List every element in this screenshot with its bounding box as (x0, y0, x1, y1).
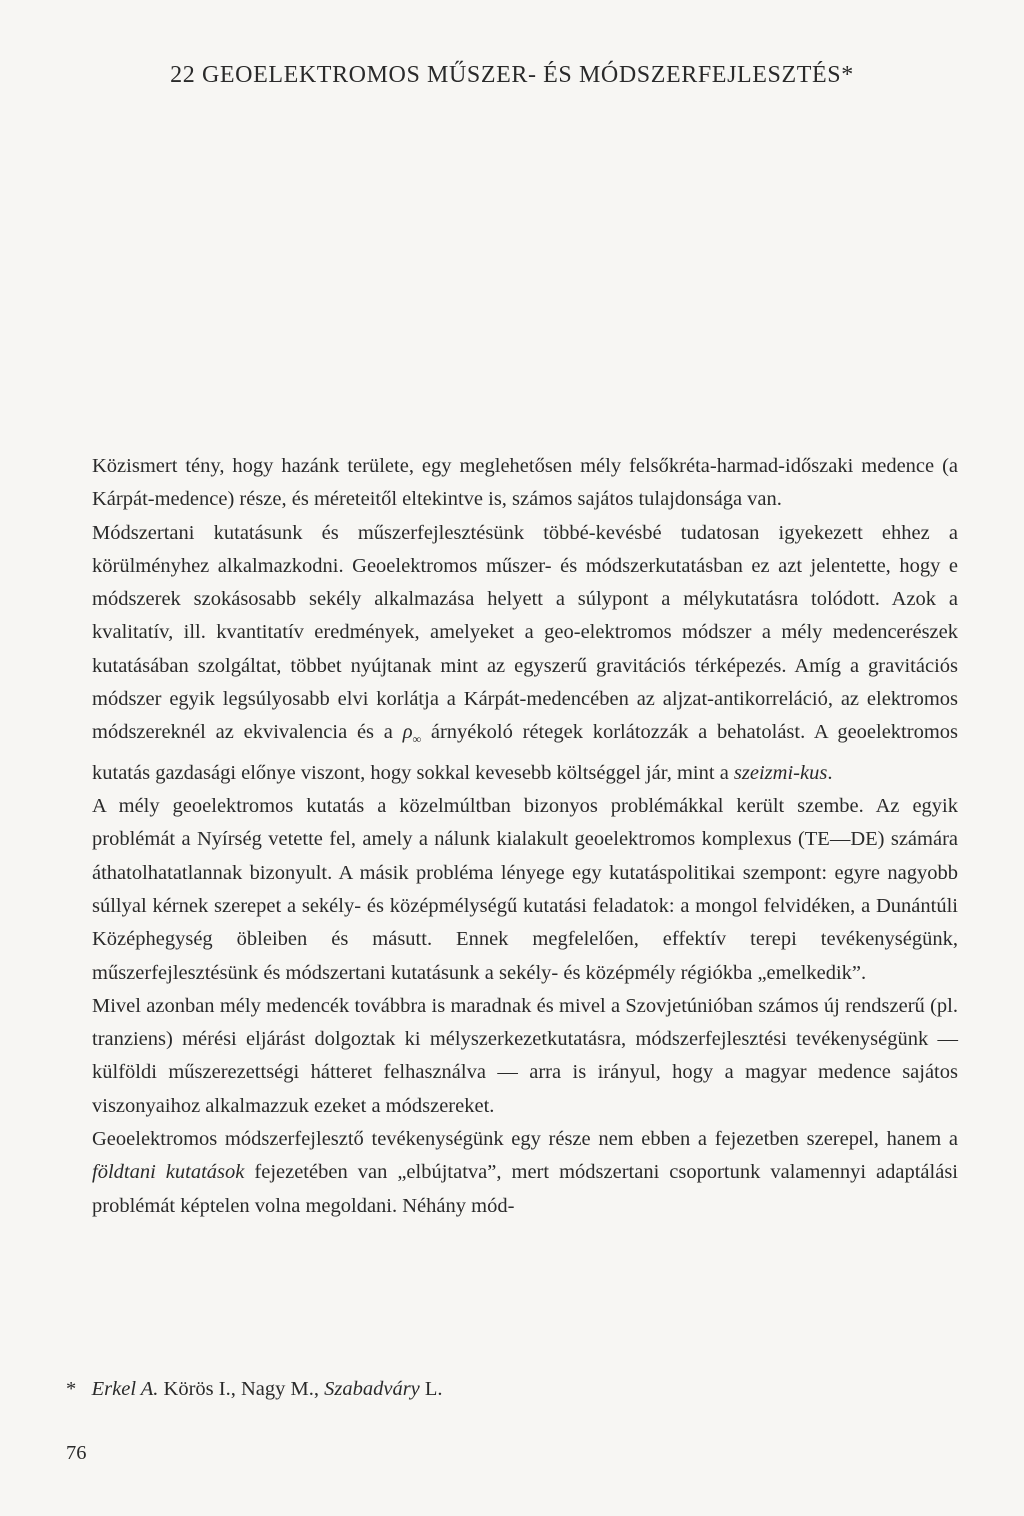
paragraph-2-part-a: Módszertani kutatásunk és műszerfejlesztésünk többé-kevésbé tudatosan igyekezett ehhez a körülményhez alkalmazkodni. Geoelektromos műszer- és módszerkutatásban ez azt jelentette, hogy e módszerek szokásosabb sekély alkalmazása helyett a súlypont a mélykutatásra tolódott. Azok a kvalitatív, ill. kvantitatív eredmények, amelyeket a geo-elektromos módszer a mély medencerészek kutatásában szolgáltat, többet nyújtanak mint az egyszerű gravitációs térképezés. Amíg a gravitációs módszer egyik legsúlyosabb elvi korlátja a Kárpát-medencében az aljzat-antikorreláció, az elektromos módszereknél az ekvivalencia és a (92, 521, 958, 744)
paragraph-5-part-a: Geoelektromos módszerfejlesztő tevékenységünk egy része nem ebben a fejezetben szerepel, hanem a (92, 1128, 958, 1151)
paragraph-5-italic: földtani kutatások (92, 1161, 245, 1184)
chapter-title: 22 GEOELEKTROMOS MŰSZER- ÉS MÓDSZERFEJLESZTÉS* (170, 62, 854, 88)
paragraph-3: A mély geoelektromos kutatás a közelmúltban bizonyos problémákkal került szembe. Az egyik problémát a Nyírség vetette fel, amely a nálunk kialakult geoelektromos komplexus (TE—DE) számára áthatolhatatlannak bizonyult. A másik probléma lényege egy kutatáspolitikai szempont: egyre nagyobb súllyal kérnek szerepet a sekély- és középmélységű kutatási feladatok: a mongol felvidéken, a Dunántúli Középhegység öbleiben és másutt. Ennek megfelelően, effektív terepi tevékenységünk, műszerfejlesztésünk és módszertani kutatásunk a sekély- és középmély régiókba „emelkedik”. (92, 795, 958, 984)
paragraph-2: Módszertani kutatásunk és műszerfejlesztésünk többé-kevésbé tudatosan igyekezett ehhez a körülményhez alkalmazkodni. Geoelektromos műszer- és módszerkutatásban ez azt jelentette, hogy e módszerek szokásosabb sekély alkalmazása helyett a súlypont a mélykutatásra tolódott. Azok a kvalitatív, ill. kvantitatív eredmények, amelyeket a geo-elektromos módszer a mély medencerészek kutatásában szolgáltat, többet nyújtanak mint az egyszerű gravitációs térképezés. Amíg a gravitációs módszer egyik legsúlyosabb elvi korlátja a Kárpát-medencében az aljzat-antikorreláció, az elektromos módszereknél az ekvivalencia és a $\rho_\infty$ árnyékoló rétegek korlátozzák a behatolást. A geoelektromos kutatás gazdasági előnye viszont, hogy sokkal kevesebb költséggel jár, mint a szeizmi-kus. (92, 521, 959, 784)
footnote (66, 1378, 926, 1401)
paragraph-5 (92, 1123, 958, 1223)
rho-infinity-symbol: $\rho_\infty$ (402, 721, 422, 747)
page-number: 76 (66, 1442, 87, 1464)
paragraph-4: Mivel azonban mély medencék továbbra is maradnak és mivel a Szovjetúnióban számos új rendszerű (pl. tranziens) mérési eljárást dolgoztak ki mélyszerkezetkutatásra, módszerfejlesztési tevékenységünk — külföldi műszerezettségi hátteret felhasználva — arra is irányul, hogy a magyar medence sajátos viszonyaihoz alkalmazzuk ezeket a módszereket. (92, 994, 958, 1117)
paragraph-5-part-b: fejezetében van „elbújtatva”, mert módszertani csoportunk valamennyi adaptálási problémát képtelen volna megoldani. Néhány mód- (92, 1161, 958, 1217)
paragraph-1: Közismert tény, hogy hazánk területe, egy meglehetősen mély felsőkréta-harmad-időszaki medence (a Kárpát-medence) része, és méreteitől eltekintve is, számos sajátos tulajdonsága van. (92, 455, 958, 511)
footnote-author-4-initial: L. (424, 1378, 443, 1400)
footnote-authors: Körös I., Nagy M., (163, 1378, 319, 1400)
footnote-star: * (66, 1378, 77, 1400)
paragraph-2-italic: szeizmi-kus (733, 761, 828, 784)
body-text (92, 450, 958, 1223)
footnote-author-1: Erkel A. (91, 1378, 159, 1400)
paragraph-2-part-b: árnyékoló rétegek korlátozzák a behatolást. A geoelektromos kutatás gazdasági előnye viszont, hogy sokkal kevesebb költséggel jár, mint a (92, 721, 959, 784)
footnote-author-4: Szabadváry (324, 1378, 420, 1400)
